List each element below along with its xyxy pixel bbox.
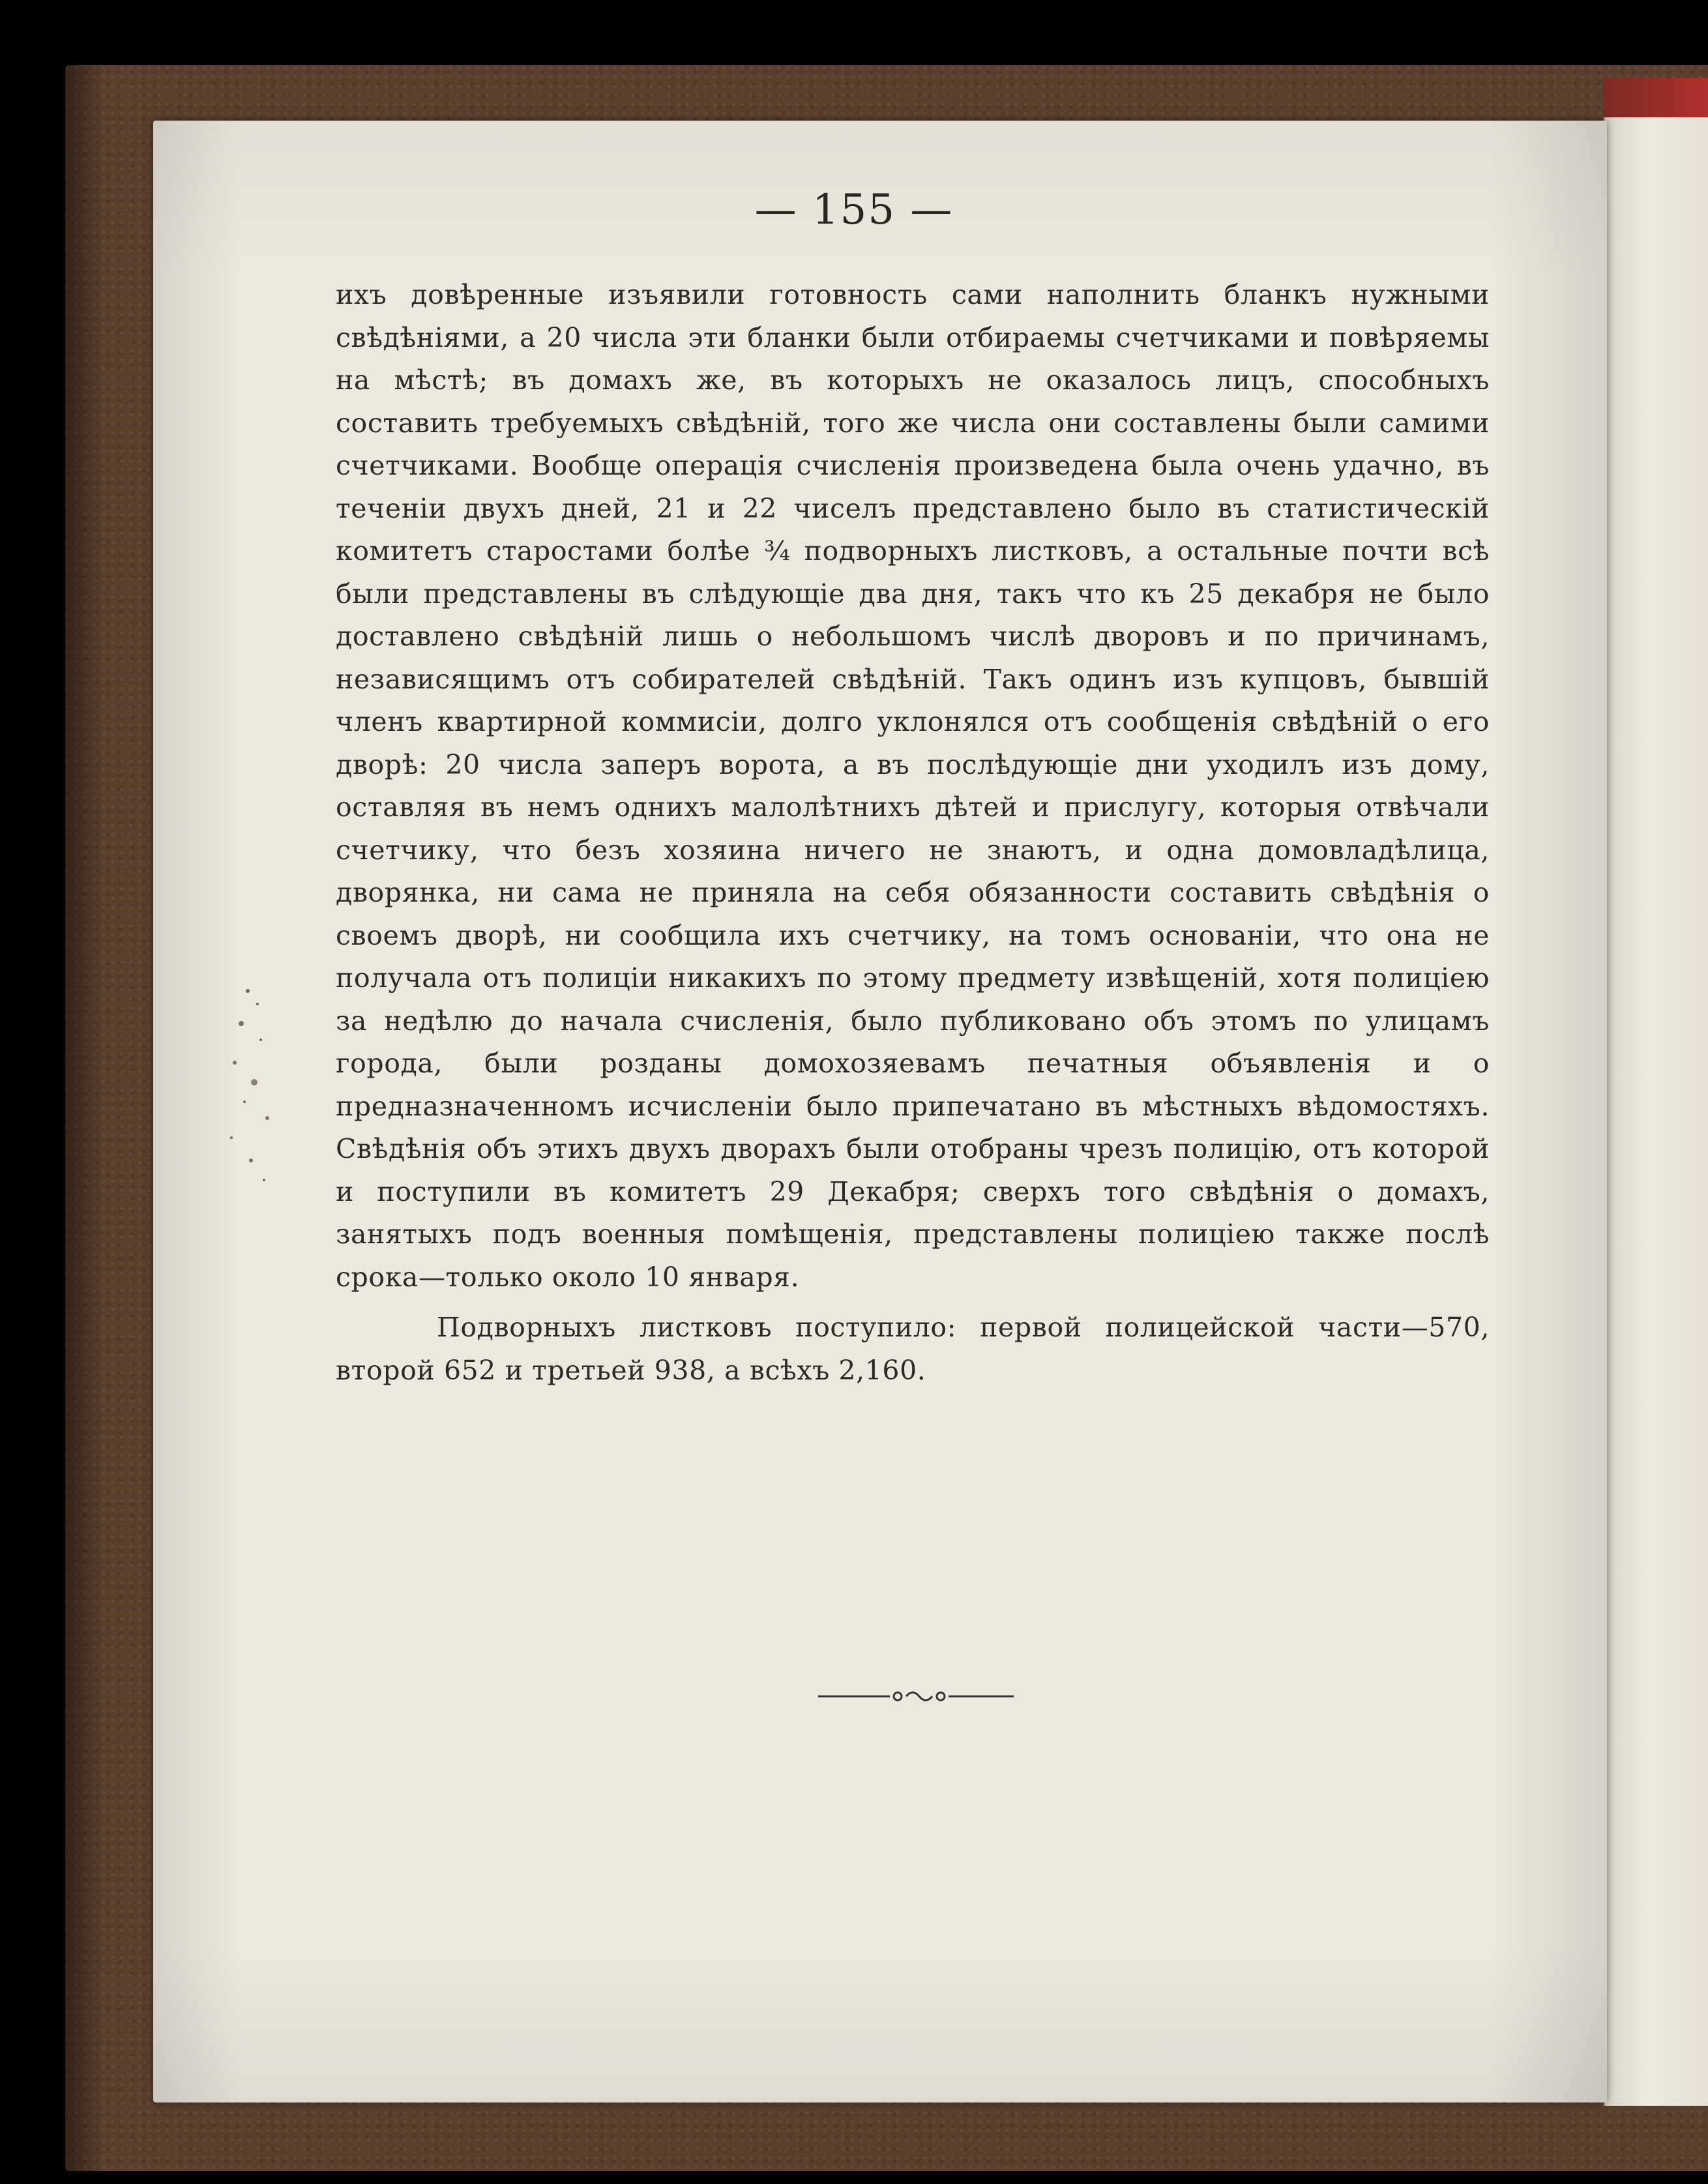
paper-specks-icon [209,978,287,1200]
paragraph-2: Подворныхъ листковъ поступило: первой полицейской части—570, второй 652 и третьей 938, а всѣхъ 2,160. [336,1312,1490,1386]
cover-spine-shadow [65,65,104,2171]
ornament-divider-icon [818,1687,1014,1706]
page-edge-red-ribbon [1604,78,1708,117]
paragraph-1: ихъ довѣренные изъявили готовность сами наполнить бланкъ нужными свѣдѣніями, а 20 числа эти бланки были отбираемы счетчиками и повѣряемы на мѣстѣ; въ домахъ же, въ которыхъ не оказалось лицъ, способныхъ составить требуемыхъ свѣдѣній, того же числа они составлены были самими счетчиками. Вообще операція счисленія произведена была очень удачно, въ теченіи двухъ дней, 21 и 22 чиселъ представлено было въ статистическій комитетъ старостами болѣе ¾ подворныхъ листковъ, а остальные почти всѣ были представлены въ слѣдующіе два дня, такъ что къ 25 декабря не было доставлено свѣдѣній лишь о небольшомъ числѣ дворовъ и по причинамъ, независящимъ отъ собирателей свѣдѣній. Такъ одинъ изъ купцовъ, бывшій членъ квартирной коммисіи, долго уклонялся отъ сообщенія свѣдѣній о его дворѣ: 20 числа заперъ ворота, а въ послѣдующіе дни уходилъ изъ дому, оставляя въ немъ однихъ малолѣтнихъ дѣтей и прислугу, которыя отвѣчали счетчику, что безъ хозяина ничего не знаютъ, и одна домовладѣлица, дворянка, ни сама не приняла на себя обязанности составить свѣдѣнія о своемъ дворѣ, ни сообщила ихъ счетчику, на томъ основаніи, что она не получала отъ полиціи никакихъ по этому предмету извѣщеній, хотя полиціею за недѣлю до начала счисленія, было публиковано объ этомъ по улицамъ города, были розданы домохозяевамъ печатныя объявленія и о предназначенномъ исчисленіи было припечатано въ мѣстныхъ вѣдомостяхъ. Свѣдѣнія объ этихъ двухъ дворахъ были отобраны чрезъ полицію, отъ которой и поступили въ комитетъ 29 Декабря; сверхъ того свѣдѣнія о домахъ, занятыхъ подъ военныя помѣщенія, представлены полиціею также послѣ срока—только около 10 января. [336,279,1490,1293]
main-text [336,274,1490,1392]
next-page-edge [1604,117,1708,2106]
page-number: — 155 — [754,186,954,234]
